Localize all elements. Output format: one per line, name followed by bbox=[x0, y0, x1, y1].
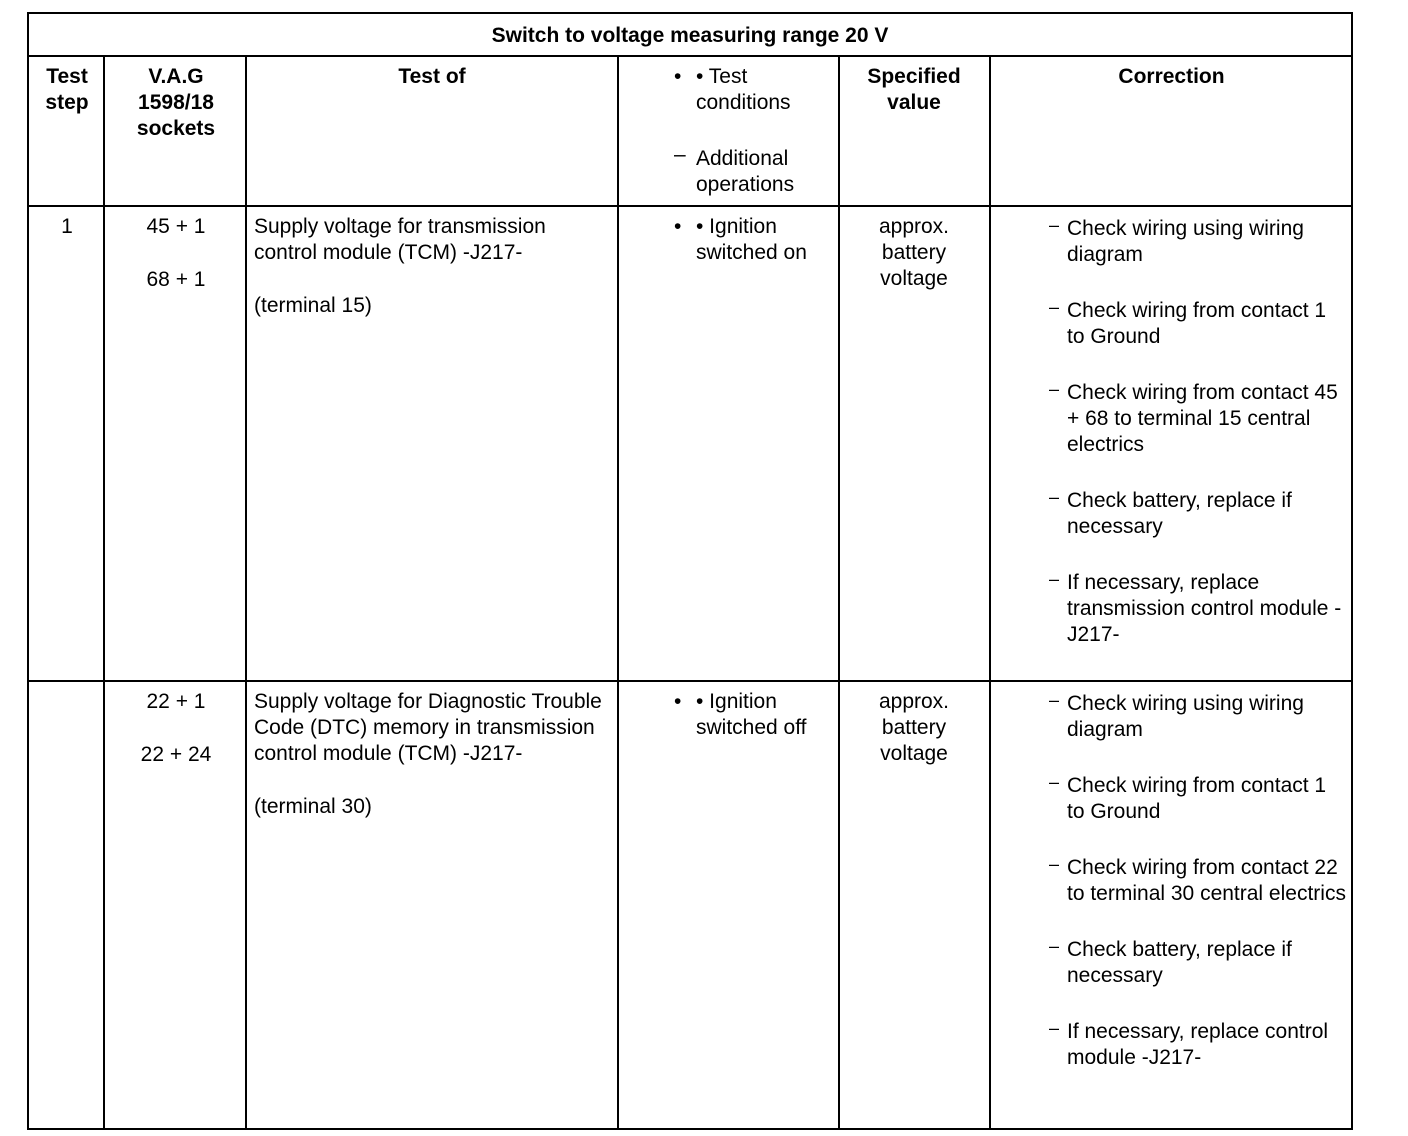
row1-specified: approx. battery voltage bbox=[878, 215, 950, 290]
col-divider bbox=[617, 57, 619, 1128]
list-item: – Check battery, replace if necessary bbox=[1049, 937, 1349, 989]
row1-condition: • • Ignition switched on bbox=[674, 215, 807, 264]
row1-sockets: 45 + 1 68 + 1 bbox=[146, 215, 206, 291]
header-cond-1: • • Test conditions bbox=[674, 65, 791, 114]
col-divider bbox=[245, 57, 247, 1128]
row2-specified: approx. battery voltage bbox=[878, 690, 950, 765]
test-table bbox=[27, 12, 1353, 1130]
dash-icon: – bbox=[1049, 215, 1060, 235]
col-divider bbox=[989, 57, 991, 1128]
table-title: Switch to voltage measuring range 20 V bbox=[29, 14, 1351, 57]
header-sockets: V.A.G 1598/18 sockets bbox=[136, 65, 216, 140]
col-divider bbox=[838, 57, 840, 1128]
header-conditions bbox=[674, 64, 834, 198]
row1-corrections bbox=[1049, 216, 1349, 678]
header-correction: Correction bbox=[1118, 65, 1225, 88]
list-item: – Check wiring from contact 1 to Ground bbox=[1049, 773, 1349, 825]
row1-step: 1 bbox=[61, 215, 73, 238]
row-divider bbox=[29, 205, 1351, 207]
list-item: – Check wiring from contact 45 + 68 to terminal 15 central electrics bbox=[1049, 380, 1349, 458]
col-divider bbox=[103, 57, 105, 1128]
header-test-of: Test of bbox=[398, 65, 466, 88]
dash-icon: – bbox=[1049, 690, 1060, 710]
dash-icon: – bbox=[1049, 1018, 1060, 1038]
dash-icon: – bbox=[1049, 297, 1060, 317]
list-item: – If necessary, replace control module -J217- bbox=[1049, 1019, 1349, 1071]
row2-sockets: 22 + 1 22 + 24 bbox=[140, 690, 212, 766]
header-cond-2: – Additional operations bbox=[674, 143, 795, 196]
row2-corrections bbox=[1049, 691, 1349, 1101]
dash-icon: – bbox=[1049, 854, 1060, 874]
bullet-icon: • bbox=[674, 690, 682, 713]
dash-icon: – bbox=[674, 143, 686, 166]
bullet-icon: • bbox=[674, 215, 682, 238]
dash-icon: – bbox=[1049, 487, 1060, 507]
header-test-step: Test step bbox=[45, 65, 89, 114]
list-item: – Check wiring from contact 22 to terminal 30 central electrics bbox=[1049, 855, 1349, 907]
header-specified: Specified value bbox=[867, 65, 961, 114]
row2-condition: • • Ignition switched off bbox=[674, 690, 807, 739]
dash-icon: – bbox=[1049, 772, 1060, 792]
row-divider bbox=[29, 680, 1351, 682]
list-item: – Check wiring using wiring diagram bbox=[1049, 216, 1349, 268]
bullet-icon: • bbox=[674, 65, 682, 88]
dash-icon: – bbox=[1049, 379, 1060, 399]
dash-icon: – bbox=[1049, 936, 1060, 956]
list-item: – Check wiring using wiring diagram bbox=[1049, 691, 1349, 743]
list-item: – Check wiring from contact 1 to Ground bbox=[1049, 298, 1349, 350]
list-item: – If necessary, replace transmission control module -J217- bbox=[1049, 570, 1349, 648]
row2-test-of: Supply voltage for Diagnostic Trouble Code (DTC) memory in transmission control module (TCM) -J217- (terminal 30) bbox=[254, 690, 602, 818]
row1-test-of: Supply voltage for transmission control module (TCM) -J217- (terminal 15) bbox=[254, 215, 546, 317]
list-item: – Check battery, replace if necessary bbox=[1049, 488, 1349, 540]
dash-icon: – bbox=[1049, 569, 1060, 589]
